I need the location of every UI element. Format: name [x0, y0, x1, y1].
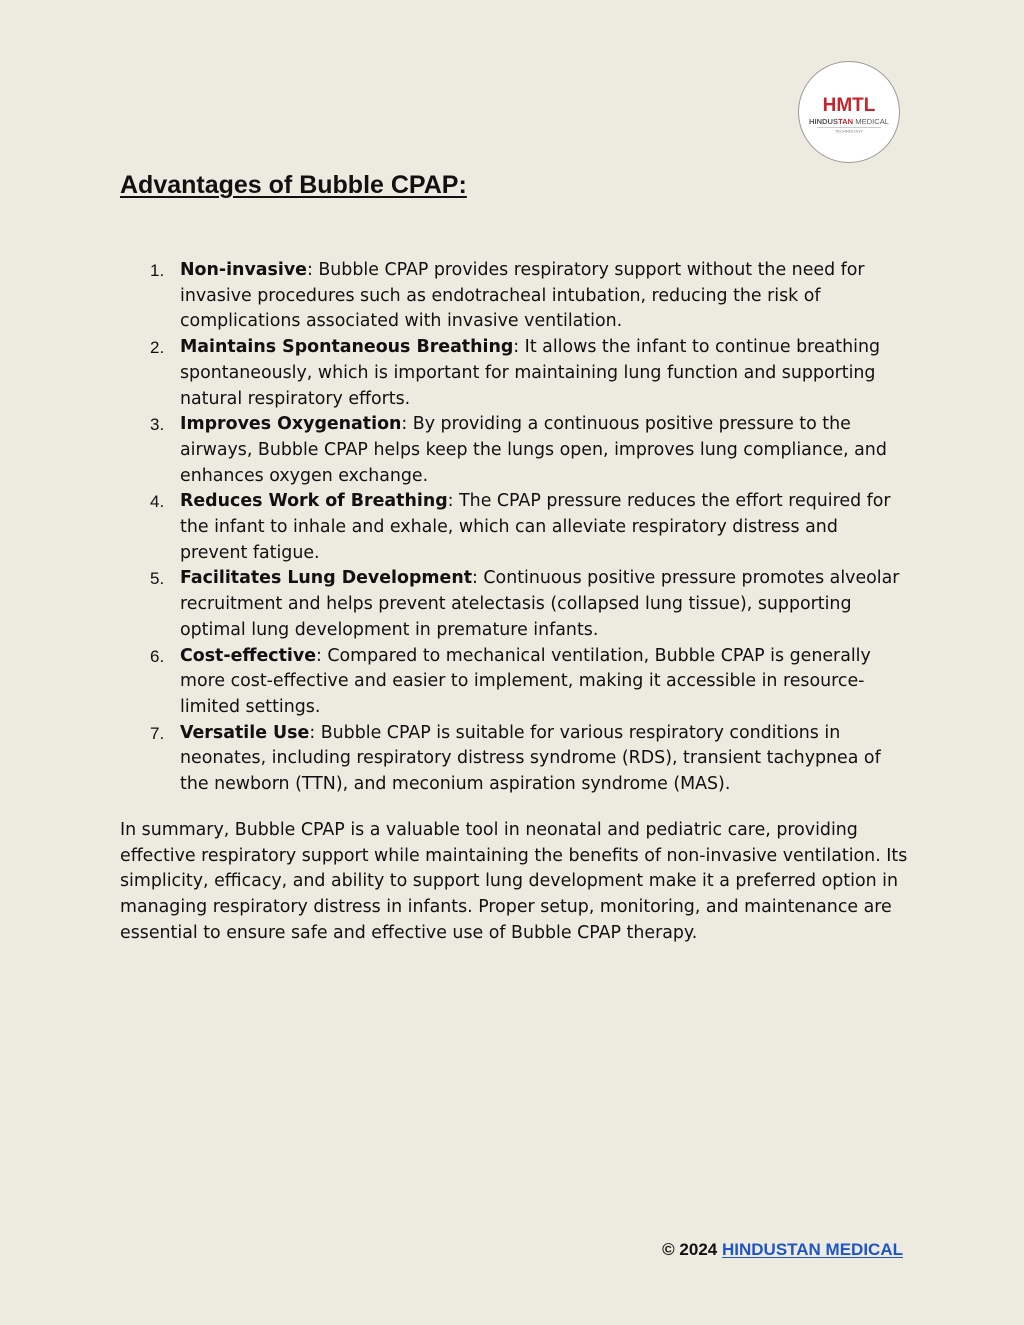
list-item-number: 3.: [150, 415, 165, 435]
list-item-term: Reduces Work of Breathing: [180, 491, 448, 512]
list-item-text: : It allows the infant to continue breathing spontaneously, which is important for maintaining lung function and supporting natural respiratory efforts.: [180, 337, 881, 409]
list-item: [120, 566, 910, 643]
page-heading: Advantages of Bubble CPAP:: [120, 171, 467, 199]
company-logo: [798, 61, 900, 163]
list-item-text: : The CPAP pressure reduces the effort required for the infant to inhale and exhale, which can alleviate respiratory distress and prevent fatigue.: [180, 491, 891, 563]
list-item: [120, 644, 910, 721]
list-item: [120, 489, 910, 566]
list-item: [120, 721, 910, 798]
list-item-text: : Continuous positive pressure promotes alveolar recruitment and helps prevent atelectasis (collapsed lung tissue), supporting optimal lung development in premature infants.: [180, 568, 900, 640]
logo-mark: HMTL: [822, 95, 876, 116]
list-item-term: Facilitates Lung Development: [180, 568, 473, 589]
logo-tagline: TECHNOLOGY: [834, 128, 864, 134]
company-link[interactable]: HINDUSTAN MEDICAL: [721, 1240, 903, 1259]
copyright-text: © 2024: [662, 1240, 718, 1259]
list-item-term: Versatile Use: [180, 722, 310, 743]
list-item: [120, 412, 910, 489]
list-item-number: 5.: [150, 569, 165, 589]
list-item-number: 2.: [150, 338, 165, 358]
list-item-term: Cost-effective: [180, 645, 316, 666]
footer: [662, 1240, 903, 1260]
list-item-number: 4.: [150, 492, 165, 512]
list-item-term: Maintains Spontaneous Breathing: [180, 337, 514, 358]
list-item-text: : By providing a continuous positive pressure to the airways, Bubble CPAP helps keep the lungs open, improves lung compliance, and enhances oxygen exchange.: [180, 414, 887, 486]
list-item-text: : Bubble CPAP is suitable for various respiratory conditions in neonates, including respiratory distress syndrome (RDS), transient tachypnea of the newborn (TTN), and meconium aspiration syndrome (MAS).: [180, 722, 881, 795]
list-item-term: Non-invasive: [180, 260, 307, 280]
list-item: [120, 335, 910, 412]
logo-graphic: [799, 62, 899, 162]
advantages-list: [120, 258, 910, 798]
list-item-text: : Compared to mechanical ventilation, Bubble CPAP is generally more cost-effective and easier to implement, making it accessible in resource-limited settings.: [180, 645, 871, 717]
summary-paragraph: In summary, Bubble CPAP is a valuable tool in neonatal and pediatric care, providing effective respiratory support while maintaining the benefits of non-invasive ventilation. Its simplicity, efficacy, and ability to support lung development make it a preferred option in managing respiratory distress in infants. Proper setup, monitoring, and maintenance are essential to ensure safe and effective use of Bubble CPAP therapy.: [120, 820, 908, 943]
list-item-number: 1.: [150, 261, 165, 280]
list-item-number: 7.: [150, 723, 165, 743]
list-item: [120, 258, 910, 335]
logo-company-name: HINDUSTAN MEDICAL: [808, 117, 890, 126]
list-item-number: 6.: [150, 646, 165, 666]
list-item-text: : Bubble CPAP provides respiratory support without the need for invasive procedures such as endotracheal intubation, reducing the risk of complications associated with invasive ventilation.: [180, 260, 865, 332]
list-item-term: Improves Oxygenation: [180, 414, 402, 435]
